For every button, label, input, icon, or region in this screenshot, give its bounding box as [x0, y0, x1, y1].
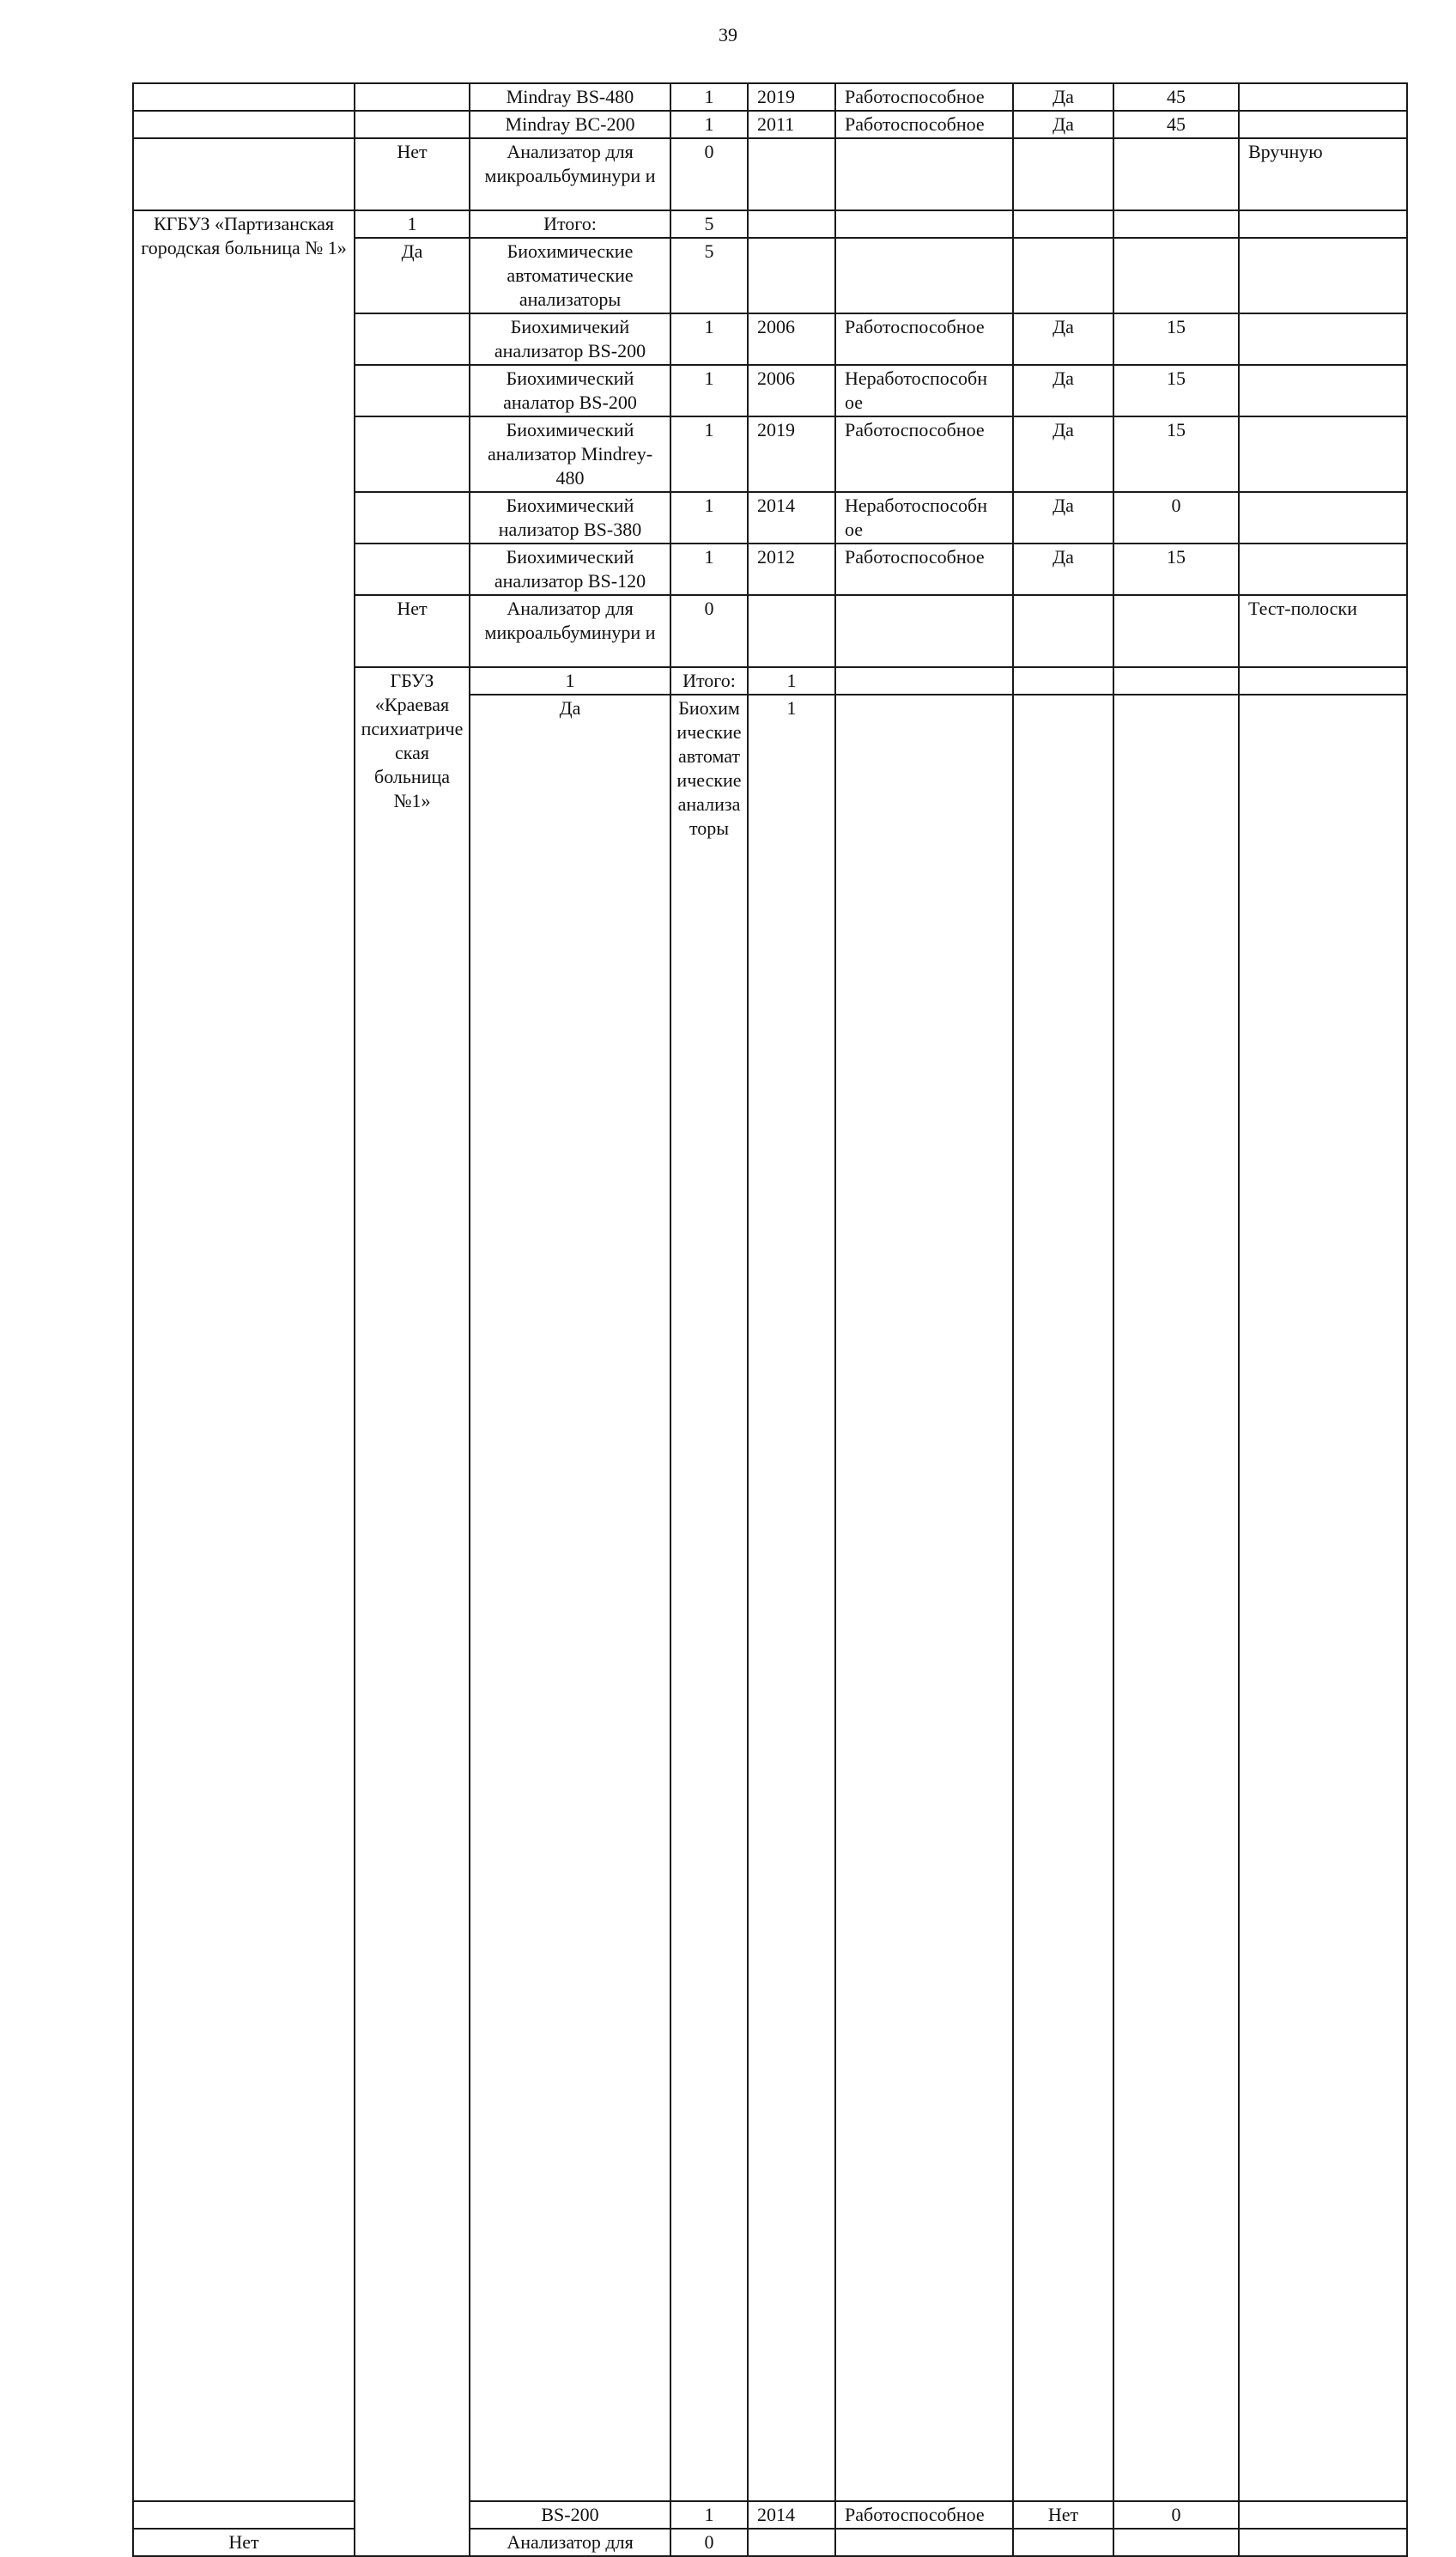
equipment-name-cell: Биохимический аналатор BS-200	[470, 365, 670, 416]
table-body	[133, 83, 1407, 2556]
condition-cell: Работоспособное	[835, 416, 1013, 492]
quantity-cell: 1	[670, 416, 748, 492]
row-marker-cell: 1	[470, 667, 670, 695]
year-cell	[748, 138, 835, 210]
quantity-cell: 5	[670, 210, 748, 238]
row-marker-cell: Нет	[133, 2529, 355, 2556]
flag-cell	[1113, 667, 1239, 695]
flag-cell: Да	[1013, 365, 1113, 416]
year-cell	[835, 695, 1013, 2501]
flag-cell: Нет	[1013, 2501, 1113, 2529]
note-cell	[1239, 313, 1407, 365]
flag-cell	[1013, 138, 1113, 210]
load-cell	[1113, 595, 1239, 667]
equipment-name-cell: Mindray BS-480	[470, 83, 670, 111]
row-marker-cell	[355, 416, 470, 492]
row-marker-cell	[355, 544, 470, 595]
load-cell: 0	[1113, 492, 1239, 544]
equipment-name-cell: Биохимический нализатор BS-380	[470, 492, 670, 544]
equipment-table	[132, 82, 1408, 2557]
load-cell	[1113, 2529, 1239, 2556]
flag-cell	[1013, 2529, 1113, 2556]
row-marker-cell: 1	[355, 210, 470, 238]
condition-cell: Работоспособное	[835, 544, 1013, 595]
flag-cell: Да	[1013, 544, 1113, 595]
flag-cell: Да	[1013, 111, 1113, 138]
quantity-cell: 1	[670, 365, 748, 416]
flag-cell	[1113, 695, 1239, 2501]
row-marker-cell: Да	[355, 238, 470, 313]
note-cell	[1239, 238, 1407, 313]
condition-cell: Работоспособное	[835, 2501, 1013, 2529]
quantity-cell: 1	[670, 313, 748, 365]
table-row	[133, 2529, 1407, 2556]
note-cell	[1239, 492, 1407, 544]
condition-cell	[835, 238, 1013, 313]
equipment-name-cell: Анализатор для микроальбуминури и	[470, 138, 670, 210]
quantity-cell: 1	[748, 667, 835, 695]
year-cell: 2011	[748, 111, 835, 138]
year-cell: 2006	[748, 313, 835, 365]
condition-cell	[1013, 667, 1113, 695]
quantity-cell: 1	[670, 492, 748, 544]
quantity-cell: 0	[670, 138, 748, 210]
condition-cell: Работоспособное	[835, 111, 1013, 138]
organization-cell	[133, 138, 355, 210]
year-cell: 2006	[748, 365, 835, 416]
note-cell	[1239, 2529, 1407, 2556]
load-cell: 0	[1113, 2501, 1239, 2529]
year-cell	[748, 595, 835, 667]
note-cell	[1239, 544, 1407, 595]
load-cell	[1113, 210, 1239, 238]
note-cell	[1239, 416, 1407, 492]
row-marker-cell	[355, 313, 470, 365]
quantity-cell: 1	[670, 111, 748, 138]
condition-cell: Неработоспособн ое	[835, 365, 1013, 416]
equipment-name-cell: Биохимический анализатор Mindrey-480	[470, 416, 670, 492]
equipment-name-cell: Анализатор для микроальбуминури и	[470, 595, 670, 667]
organization-cell	[133, 111, 355, 138]
condition-cell: Работоспособное	[835, 313, 1013, 365]
equipment-name-cell: Биохимические автоматические анализаторы	[670, 695, 748, 2501]
year-cell: 2014	[748, 2501, 835, 2529]
equipment-name-cell: Итого:	[670, 667, 748, 695]
note-cell	[1239, 210, 1407, 238]
year-cell: 2012	[748, 544, 835, 595]
quantity-cell: 1	[670, 2501, 748, 2529]
flag-cell	[1013, 595, 1113, 667]
load-cell	[1113, 138, 1239, 210]
equipment-name-cell: Биохимичекий анализатор BS-200	[470, 313, 670, 365]
flag-cell: Да	[1013, 492, 1113, 544]
year-cell	[748, 2529, 835, 2556]
year-cell	[748, 210, 835, 238]
table-row	[133, 138, 1407, 210]
year-cell	[835, 667, 1013, 695]
note-cell	[1239, 2501, 1407, 2529]
table-row	[133, 210, 1407, 238]
table-row	[133, 111, 1407, 138]
flag-cell	[1013, 210, 1113, 238]
row-marker-cell	[355, 365, 470, 416]
load-cell	[1239, 695, 1407, 2501]
year-cell	[748, 238, 835, 313]
load-cell: 15	[1113, 313, 1239, 365]
quantity-cell: 1	[670, 83, 748, 111]
row-marker-cell	[355, 111, 470, 138]
quantity-cell: 1	[748, 695, 835, 2501]
row-marker-cell: Нет	[355, 138, 470, 210]
condition-cell	[1013, 695, 1113, 2501]
equipment-name-cell: Биохимические автоматические анализаторы	[470, 238, 670, 313]
equipment-name-cell: Биохимический анализатор BS-120	[470, 544, 670, 595]
condition-cell	[835, 138, 1013, 210]
equipment-name-cell: Итого:	[470, 210, 670, 238]
row-marker-cell	[355, 83, 470, 111]
note-cell	[1239, 365, 1407, 416]
equipment-name-cell: Анализатор для	[470, 2529, 670, 2556]
flag-cell: Да	[1013, 416, 1113, 492]
load-cell: 15	[1113, 365, 1239, 416]
quantity-cell: 0	[670, 595, 748, 667]
row-marker-cell	[133, 2501, 355, 2529]
page-number: 39	[719, 24, 737, 46]
quantity-cell: 0	[670, 2529, 748, 2556]
flag-cell	[1013, 238, 1113, 313]
load-cell: 45	[1113, 83, 1239, 111]
year-cell: 2019	[748, 83, 835, 111]
organization-cell: ГБУЗ «Краевая психиатрическая больница №1»	[355, 667, 470, 2556]
condition-cell	[835, 2529, 1013, 2556]
equipment-name-cell: Mindray BC-200	[470, 111, 670, 138]
flag-cell: Да	[1013, 83, 1113, 111]
load-cell: 15	[1113, 416, 1239, 492]
condition-cell: Неработоспособн ое	[835, 492, 1013, 544]
quantity-cell: 1	[670, 544, 748, 595]
condition-cell	[835, 595, 1013, 667]
table-row	[133, 2501, 1407, 2529]
condition-cell: Работоспособное	[835, 83, 1013, 111]
organization-cell: КГБУЗ «Партизанская городская больница № 1»	[133, 210, 355, 2501]
note-cell	[1239, 111, 1407, 138]
condition-cell	[835, 210, 1013, 238]
row-marker-cell	[355, 492, 470, 544]
flag-cell: Да	[1013, 313, 1113, 365]
organization-cell	[133, 83, 355, 111]
load-cell	[1239, 667, 1407, 695]
row-marker-cell: Нет	[355, 595, 470, 667]
row-marker-cell: Да	[470, 695, 670, 2501]
table-row	[133, 83, 1407, 111]
year-cell: 2014	[748, 492, 835, 544]
load-cell: 45	[1113, 111, 1239, 138]
equipment-name-cell: BS-200	[470, 2501, 670, 2529]
note-cell	[1239, 83, 1407, 111]
note-cell: Вручную	[1239, 138, 1407, 210]
year-cell: 2019	[748, 416, 835, 492]
load-cell: 15	[1113, 544, 1239, 595]
load-cell	[1113, 238, 1239, 313]
quantity-cell: 5	[670, 238, 748, 313]
note-cell: Тест-полоски	[1239, 595, 1407, 667]
